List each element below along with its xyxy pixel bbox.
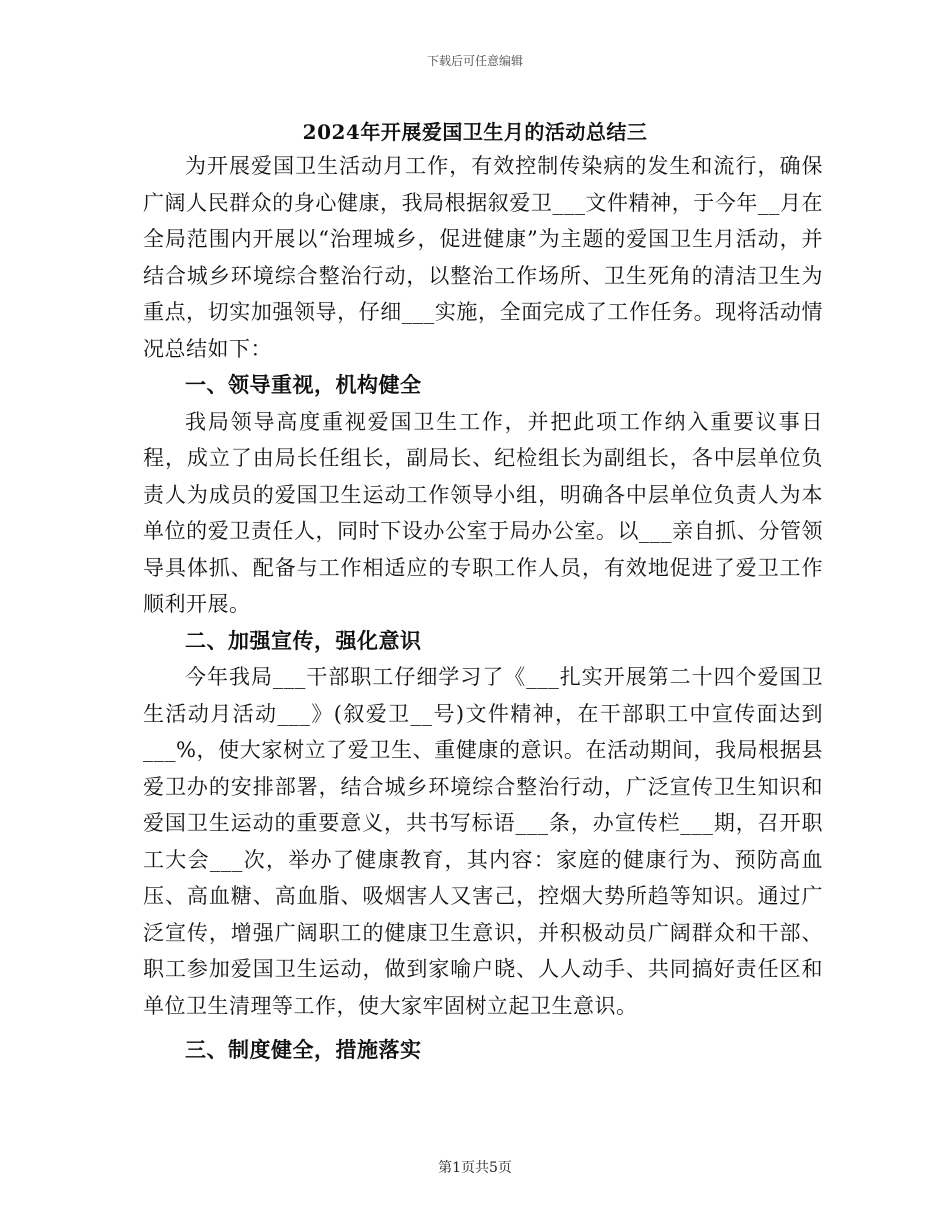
- section-heading-publicity: 二、加强宣传，强化意识: [185, 627, 422, 653]
- section-heading-system: 三、制度健全，措施落实: [185, 1037, 422, 1062]
- page-number-footer: 第1页共5页: [438, 1160, 512, 1176]
- section-paragraph-leadership: 我局领导高度重视爱国卫生工作，并把此项工作纳入重要议事日程，成立了由局长任组长，副局长、纪检组长为副组长，各中层单位负责人为成员的爱国卫生运动工作领导小组，明确各中层单位负责人为本单位的爱卫责任人，同时下设办公室于局办公室。以___亲自抓、分管领导具体抓、配备与工作相适应的专职工作人员，有效地促进了爱卫工作顺利开展。: [143, 409, 823, 616]
- section-paragraph-publicity: 今年我局___干部职工仔细学习了《___扎实开展第二十四个爱国卫生活动月活动___》(叙爱卫__号)文件精神，在干部职工中宣传面达到___%，使大家树立了爱卫生、重健康的意识。在活动期间，我局根据县爱卫办的安排部署，结合城乡环境综合整治行动，广泛宣传卫生知识和爱国卫生运动的重要意义，共书写标语___条，办宣传栏___期，召开职工大会___次，举办了健康教育，其内容：家庭的健康行为、预防高血压、高血糖、高血脂、吸烟害人又害己，控烟大势所趋等知识。通过广泛宣传，增强广阔职工的健康卫生意识，并积极动员广阔群众和干部、职工参加爱国卫生运动，做到家喻户晓、人人动手、共同搞好责任区和单位卫生清理等工作，使大家牢固树立起卫生意识。: [143, 665, 823, 1018]
- section-heading-leadership: 一、领导重视，机构健全: [185, 372, 422, 397]
- intro-paragraph: 为开展爱国卫生活动月工作，有效控制传染病的发生和流行，确保广阔人民群众的身心健康，我局根据叙爱卫___文件精神，于今年__月在全局范围内开展以“治理城乡，促进健康”为主题的爱国卫生月活动，并结合城乡环境综合整治行动，以整治工作场所、卫生死角的清洁卫生为重点，切实加强领导，仔细___实施，全面完成了工作任务。现将活动情况总结如下：: [143, 154, 823, 361]
- document-title: 2024年开展爱国卫生月的活动总结三: [302, 120, 648, 144]
- header-note: 下载后可任意编辑: [426, 54, 523, 68]
- document-body: [143, 148, 823, 1069]
